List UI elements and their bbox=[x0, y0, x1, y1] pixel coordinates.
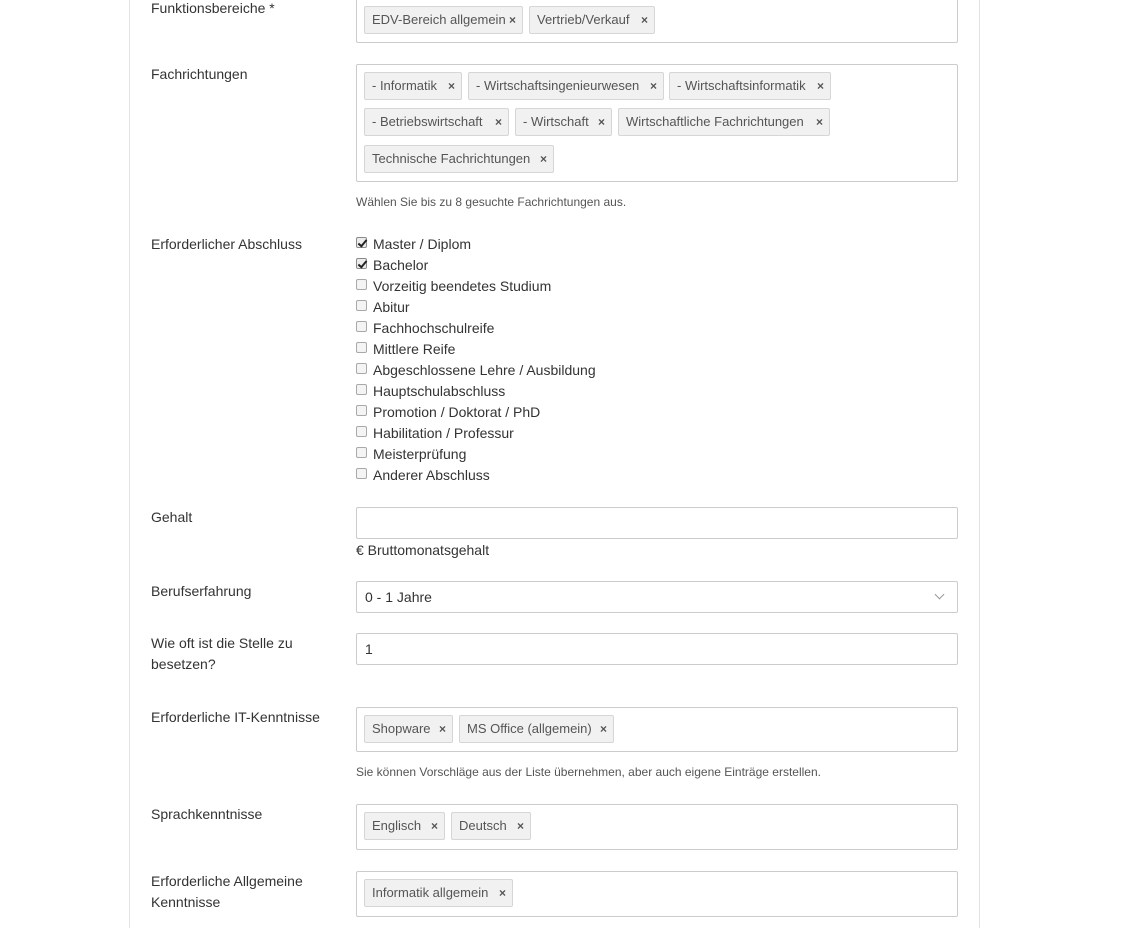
berufserfahrung-selected-value: 0 - 1 Jahre bbox=[365, 589, 432, 605]
checkbox-checked[interactable] bbox=[356, 237, 367, 248]
allgemeine-kenntnisse-label: Erforderliche Allgemeine Kenntnisse bbox=[151, 873, 303, 910]
checkbox-unchecked[interactable] bbox=[356, 321, 367, 332]
chevron-down-icon bbox=[935, 590, 945, 600]
tag-wirtschaft bbox=[515, 108, 612, 136]
checkbox-unchecked[interactable] bbox=[356, 426, 367, 437]
checkbox-unchecked[interactable] bbox=[356, 300, 367, 311]
checkbox-label: Meisterprüfung bbox=[373, 446, 467, 462]
remove-tag-icon[interactable]: × bbox=[508, 13, 516, 27]
fachrichtungen-label: Fachrichtungen bbox=[151, 66, 248, 82]
tag-label: Deutsch bbox=[459, 818, 507, 833]
tag-betriebswirtschaft bbox=[364, 108, 509, 136]
tag-label: - Wirtschaftsingenieurwesen bbox=[476, 78, 640, 93]
remove-tag-icon[interactable]: × bbox=[597, 115, 605, 129]
sprachkenntnisse-tag-input[interactable] bbox=[356, 804, 958, 850]
tag-vertrieb bbox=[529, 6, 655, 34]
gehalt-input[interactable] bbox=[356, 507, 958, 539]
checkbox-label: Fachhochschulreife bbox=[373, 320, 495, 336]
checkbox-unchecked[interactable] bbox=[356, 363, 367, 374]
gehalt-label: Gehalt bbox=[151, 509, 193, 525]
checkbox-label: Anderer Abschluss bbox=[373, 467, 490, 483]
it-kenntnisse-label: Erforderliche IT-Kenntnisse bbox=[151, 709, 320, 725]
checkbox-label: Abgeschlossene Lehre / Ausbildung bbox=[373, 362, 596, 378]
besetzen-input[interactable]: 1 bbox=[356, 633, 958, 665]
tag-informatik bbox=[364, 72, 462, 100]
checkbox-unchecked[interactable] bbox=[356, 342, 367, 353]
fachrichtungen-help-text: Wählen Sie bis zu 8 gesuchte Fachrichtungen aus. bbox=[356, 195, 627, 209]
remove-tag-icon[interactable]: × bbox=[430, 819, 438, 833]
tag-wirtschaftliche-fachrichtungen bbox=[618, 108, 830, 136]
checkbox-label: Promotion / Doktorat / PhD bbox=[373, 404, 541, 420]
tag-label: MS Office (allgemein) bbox=[467, 721, 592, 736]
gehalt-unit-text: € Bruttomonatsgehalt bbox=[356, 542, 490, 558]
checkbox-label: Abitur bbox=[373, 299, 410, 315]
berufserfahrung-label: Berufserfahrung bbox=[151, 583, 252, 599]
tag-label: Vertrieb/Verkauf bbox=[537, 12, 630, 27]
fachrichtungen-tag-input[interactable] bbox=[356, 64, 958, 182]
tag-deutsch bbox=[451, 812, 531, 840]
checkbox-unchecked[interactable] bbox=[356, 384, 367, 395]
remove-tag-icon[interactable]: × bbox=[539, 152, 547, 166]
tag-label: Informatik allgemein bbox=[372, 885, 489, 900]
remove-tag-icon[interactable]: × bbox=[640, 13, 648, 27]
tag-shopware bbox=[364, 715, 453, 743]
it-kenntnisse-tag-input[interactable] bbox=[356, 707, 958, 752]
berufserfahrung-select[interactable] bbox=[356, 581, 958, 613]
besetzen-label: Wie oft ist die Stelle zu besetzen? bbox=[151, 635, 293, 672]
tag-wirtschaftsinformatik bbox=[669, 72, 831, 100]
tag-label: - Wirtschaftsinformatik bbox=[677, 78, 806, 93]
remove-tag-icon[interactable]: × bbox=[649, 79, 657, 93]
it-kenntnisse-help-text: Sie können Vorschläge aus der Liste übernehmen, aber auch eigene Einträge erstellen. bbox=[356, 765, 821, 779]
sprachkenntnisse-label: Sprachkenntnisse bbox=[151, 806, 263, 822]
checkbox-label: Habilitation / Professur bbox=[373, 425, 514, 441]
tag-ms-office bbox=[459, 715, 614, 743]
tag-wirtschaftsingenieurwesen bbox=[468, 72, 664, 100]
funktionsbereiche-tag-input[interactable] bbox=[356, 0, 958, 43]
abschluss-label: Erforderlicher Abschluss bbox=[151, 236, 302, 252]
remove-tag-icon[interactable]: × bbox=[516, 819, 524, 833]
remove-tag-icon[interactable]: × bbox=[498, 886, 506, 900]
checkbox-unchecked[interactable] bbox=[356, 405, 367, 416]
remove-tag-icon[interactable]: × bbox=[438, 722, 446, 736]
checkbox-unchecked[interactable] bbox=[356, 447, 367, 458]
tag-label: EDV-Bereich allgemein bbox=[372, 12, 506, 27]
tag-label: - Betriebswirtschaft bbox=[372, 114, 483, 129]
checkbox-unchecked[interactable] bbox=[356, 468, 367, 479]
remove-tag-icon[interactable]: × bbox=[599, 722, 607, 736]
checkbox-label: Bachelor bbox=[373, 257, 429, 273]
tag-englisch bbox=[364, 812, 445, 840]
remove-tag-icon[interactable]: × bbox=[816, 79, 824, 93]
tag-label: Englisch bbox=[372, 818, 422, 833]
remove-tag-icon[interactable]: × bbox=[447, 79, 455, 93]
funktionsbereiche-label: Funktionsbereiche * bbox=[151, 0, 275, 16]
checkbox-checked[interactable] bbox=[356, 258, 367, 269]
tag-label: Shopware bbox=[372, 721, 431, 736]
checkbox-unchecked[interactable] bbox=[356, 279, 367, 290]
remove-tag-icon[interactable]: × bbox=[494, 115, 502, 129]
checkbox-label: Hauptschulabschluss bbox=[373, 383, 506, 399]
tag-informatik-allgemein bbox=[364, 879, 513, 907]
tag-technische-fachrichtungen bbox=[364, 145, 554, 173]
allgemeine-kenntnisse-tag-input[interactable] bbox=[356, 871, 958, 917]
remove-tag-icon[interactable]: × bbox=[815, 115, 823, 129]
tag-edv-bereich bbox=[364, 6, 523, 34]
tag-label: Technische Fachrichtungen bbox=[372, 151, 531, 166]
tag-label: - Wirtschaft bbox=[523, 114, 589, 129]
tag-label: - Informatik bbox=[372, 78, 438, 93]
tag-label: Wirtschaftliche Fachrichtungen bbox=[626, 114, 804, 129]
checkbox-label: Vorzeitig beendetes Studium bbox=[373, 278, 552, 294]
checkbox-label: Master / Diplom bbox=[373, 236, 472, 252]
checkbox-label: Mittlere Reife bbox=[373, 341, 456, 357]
